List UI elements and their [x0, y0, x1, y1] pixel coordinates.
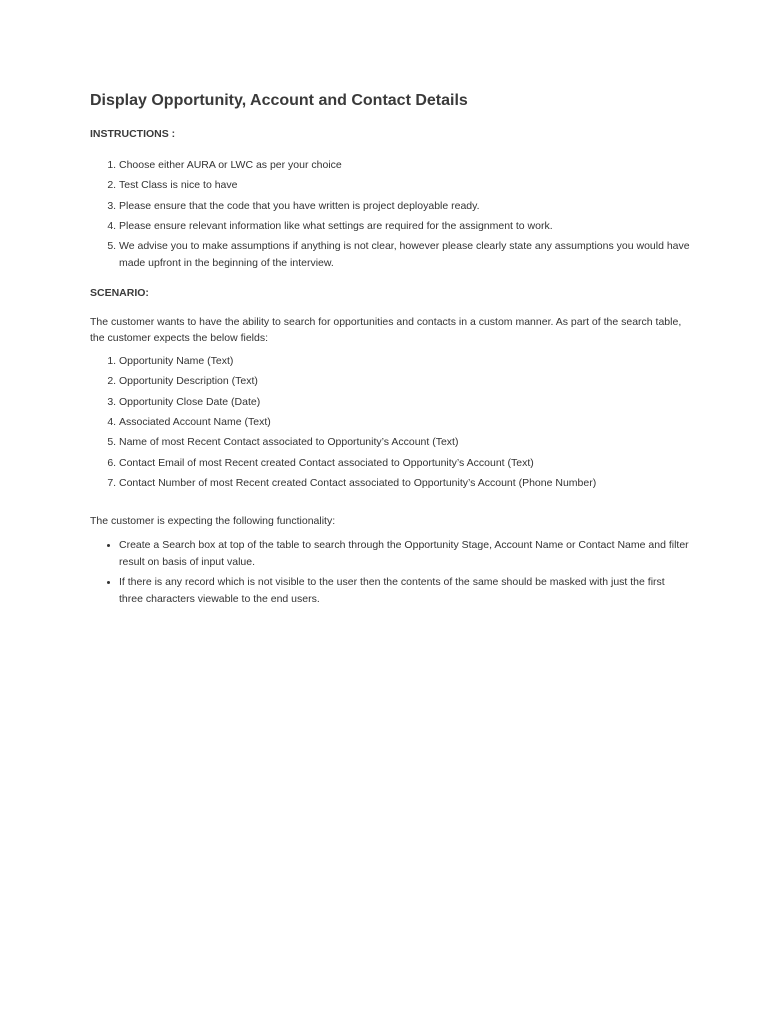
list-item: 4. Associated Account Name (Text) — [119, 414, 690, 431]
scenario-heading: SCENARIO: — [90, 287, 149, 300]
list-item: 7. Contact Number of most Recent created Contact associated to Opportunity’s Account (Phone Number) — [119, 475, 690, 492]
list-item: 2. Test Class is nice to have — [119, 177, 690, 194]
list-item: 2. Opportunity Description (Text) — [119, 373, 690, 390]
document-page — [90, 90, 690, 611]
list-item: 3. Please ensure that the code that you have written is project deployable ready. — [119, 198, 690, 215]
list-item: • If there is any record which is not visible to the user then the contents of the same should be masked with just the first three characters viewable to the end users. — [119, 574, 690, 607]
fields-list — [90, 353, 690, 491]
list-item: 5. We advise you to make assumptions if anything is not clear, however please clearly state any assumptions you would have made upfront in the beginning of the interview. — [119, 238, 690, 271]
list-item: 5. Name of most Recent Contact associated to Opportunity’s Account (Text) — [119, 434, 690, 451]
document-title: Display Opportunity, Account and Contact Details — [90, 92, 468, 109]
instructions-list — [90, 157, 690, 271]
list-item: • Create a Search box at top of the table to search through the Opportunity Stage, Account Name or Contact Name and filter result on basis of input value. — [119, 537, 690, 570]
list-item: 3. Opportunity Close Date (Date) — [119, 394, 690, 411]
list-item: 6. Contact Email of most Recent created Contact associated to Opportunity’s Account (Text) — [119, 455, 690, 472]
scenario-intro: The customer wants to have the ability to search for opportunities and contacts in a custom manner. As part of the search table, the customer expects the below fields: — [90, 316, 682, 345]
list-item: 4. Please ensure relevant information like what settings are required for the assignment to work. — [119, 218, 690, 235]
list-item: 1. Opportunity Name (Text) — [119, 353, 690, 370]
list-item: 1. Choose either AURA or LWC as per your choice — [119, 157, 690, 174]
instructions-heading: INSTRUCTIONS : — [90, 128, 176, 140]
functionality-intro: The customer is expecting the following functionality: — [90, 515, 336, 528]
functionality-list — [90, 537, 690, 607]
